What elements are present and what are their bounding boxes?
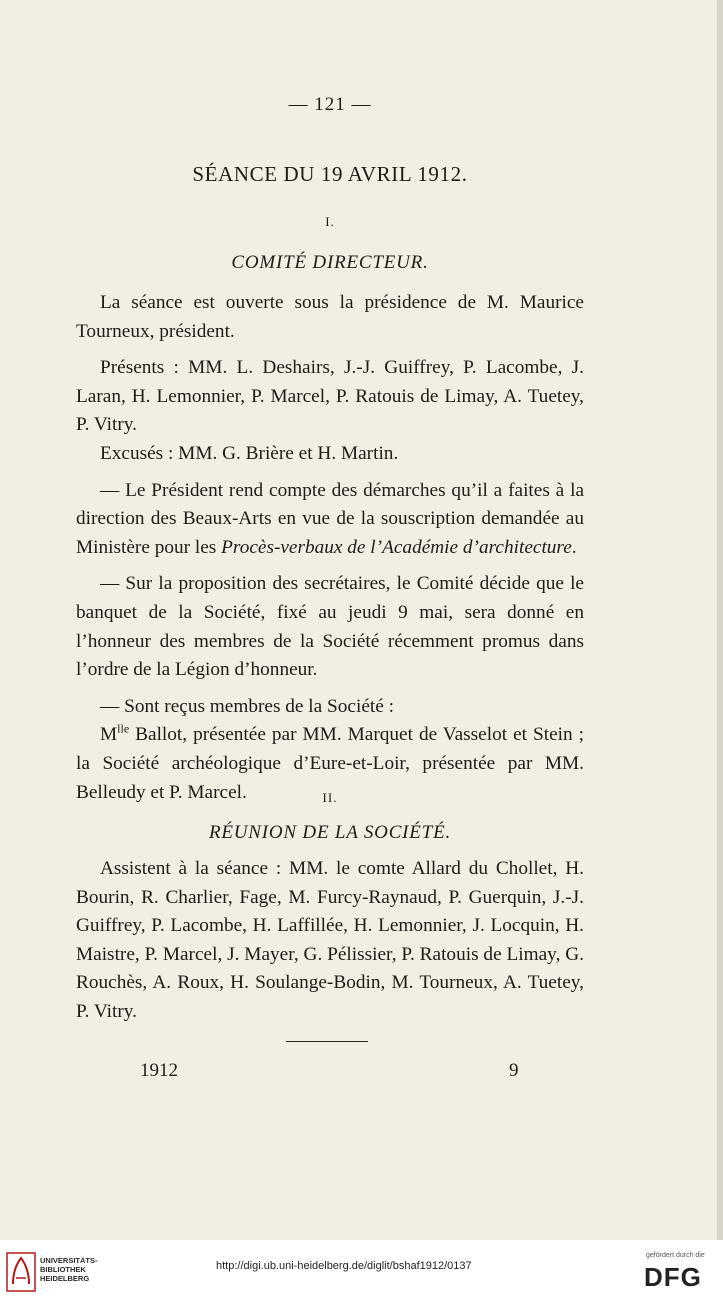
italic-title: Procès-verbaux de l’Académie d’architecture: [221, 536, 572, 558]
paragraph-excuses: Excusés : MM. G. Brière et H. Martin.: [100, 442, 399, 464]
source-url-link[interactable]: http://digi.ub.uni-heidelberg.de/diglit/bshaf1912/0137: [216, 1260, 472, 1272]
paragraph-presents: Présents : MM. L. Deshairs, J.-J. Guiffrey, P. Lacombe, J. Laran, H. Lemonnier, P. Marcel, P. Ratouis de Limay, A. Tuetey, P. Vitry.: [76, 357, 584, 436]
section-heading-comite: COMITÉ DIRECTEUR.: [231, 252, 429, 273]
library-seal-icon: [6, 1252, 36, 1292]
digitization-footer: [0, 1240, 723, 1301]
signature-year: 1912: [140, 1060, 178, 1081]
page-edge: [717, 0, 723, 1240]
section-body-reunion: [76, 855, 584, 1027]
funded-by-text: gefördert durch die: [646, 1252, 705, 1259]
paragraph-assistent: Assistent à la séance : MM. le comte Allard du Chollet, H. Bourin, R. Charlier, Fage, M. Furcy-Raynaud, P. Guerquin, J.-J. Guiffrey, P. Lacombe, H. Laffillée, H. Lemonnier, J. Locquin, H. Maistre, P. Marcel, J. Mayer, G. Pélissier, P. Ratouis de Limay, G. Rouchès, A. Roux, H. Soulange-Bodin, M. Tourneux, A. Tuetey, P. Vitry.: [76, 858, 584, 1022]
page-folio: — 121 —: [288, 94, 372, 115]
library-name: [40, 1256, 98, 1283]
paragraph-banquet: — Sur la proposition des secrétaires, le Comité décide que le banquet de la Société, fixé au jeudi 9 mai, sera donné en l’honneur des membres de la Société récemment promus dans l’ordre de la Légion d’honneur.: [76, 573, 584, 681]
seance-title: SÉANCE DU 19 AVRIL 1912.: [192, 162, 468, 186]
library-line-3: HEIDELBERG: [40, 1274, 90, 1283]
paragraph-period: .: [571, 536, 577, 558]
mlle-superscript: lle: [117, 721, 130, 736]
paragraph-president-text: — Le Président rend compte des démarches qu’il a faites à la direction des Beaux-Arts en vue de la souscription demandée au Ministère pour les: [76, 479, 584, 558]
section-heading-reunion: RÉUNION DE LA SOCIÉTÉ.: [208, 822, 452, 843]
paragraph-membres: — Sont reçus membres de la Société :: [100, 695, 394, 717]
paragraph-opening: La séance est ouverte sous la présidence de M. Maurice Tourneux, président.: [76, 292, 584, 342]
paragraph-president: [76, 477, 584, 563]
section-numeral-1: I.: [325, 214, 335, 229]
section-numeral-2: II.: [322, 790, 338, 805]
library-line-1: UNIVERSITÄTS-: [40, 1256, 98, 1265]
paragraph-ballot-text: Ballot, présentée par MM. Marquet de Vasselot et Stein ; la Société archéologique d’Eure-et-Loir, présentée par MM. Belleudy et P. Marcel.: [76, 724, 584, 803]
mlle-base: M: [100, 724, 118, 746]
library-line-2: BIBLIOTHEK: [40, 1265, 86, 1274]
closing-rule: [286, 1041, 368, 1042]
section-body-comite: [76, 289, 584, 807]
signature-number: 9: [509, 1060, 519, 1081]
dfg-logo: DFG: [644, 1262, 702, 1292]
